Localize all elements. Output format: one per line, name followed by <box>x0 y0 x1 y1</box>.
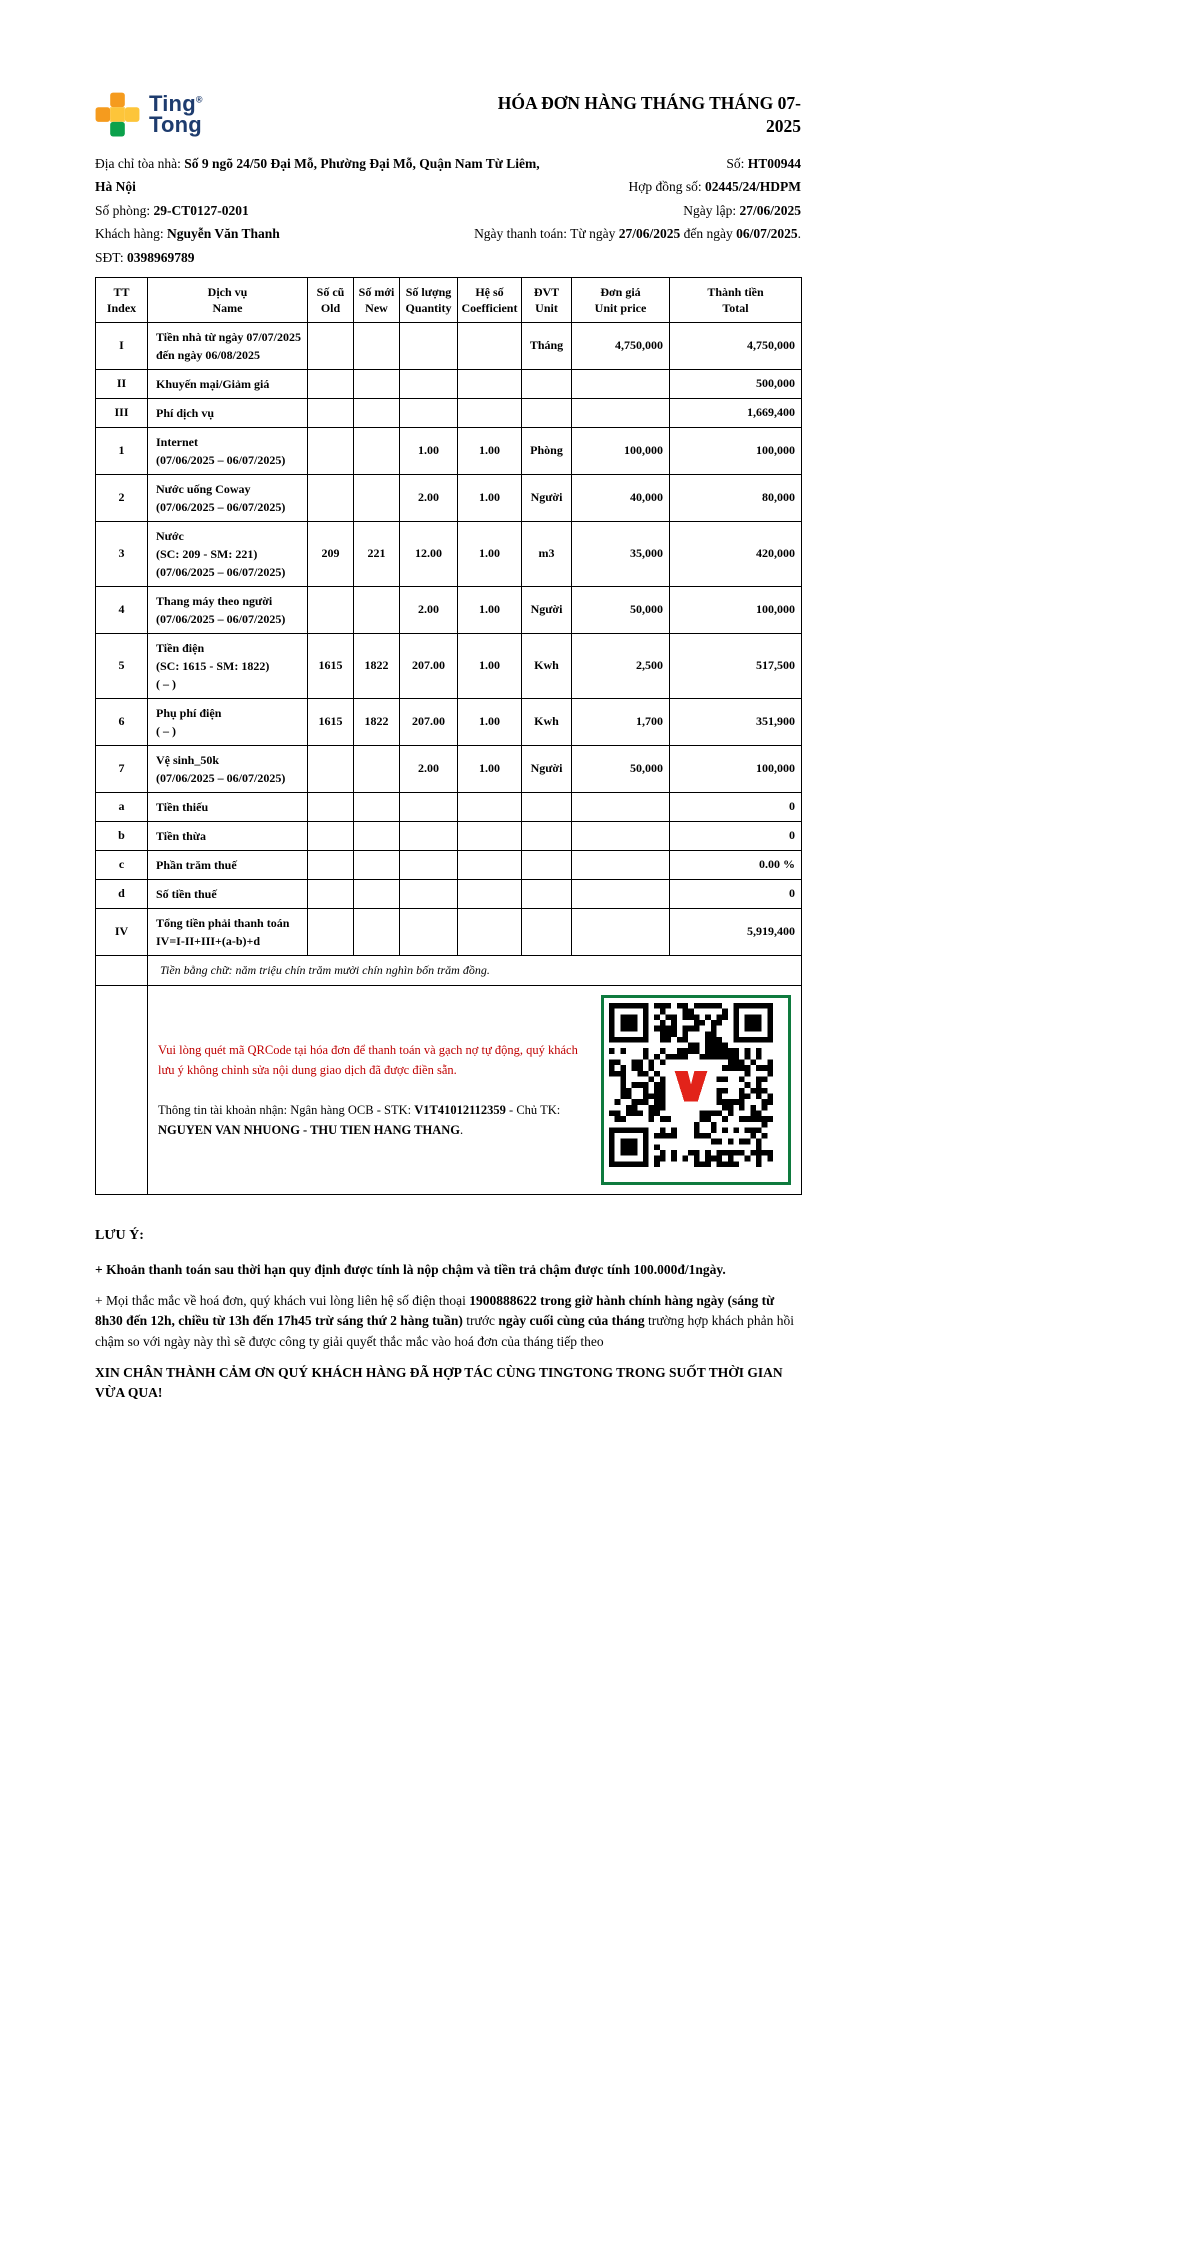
table-cell <box>354 369 400 398</box>
qr-account-text <box>158 1100 590 1140</box>
table-cell <box>308 427 354 474</box>
table-cell: Tháng <box>522 322 572 369</box>
table-cell <box>148 821 308 850</box>
table-cell: 0 <box>670 821 802 850</box>
table-cell <box>400 792 458 821</box>
table-row <box>96 521 802 586</box>
table-cell: 2,500 <box>572 633 670 698</box>
text-segment: Khách hàng: <box>95 226 167 241</box>
table-cell <box>148 745 308 792</box>
table-cell <box>572 398 670 427</box>
table-cell <box>458 398 522 427</box>
table-cell <box>572 369 670 398</box>
service-name-line: (07/06/2025 – 06/07/2025) <box>156 770 286 785</box>
issue-date <box>456 199 801 223</box>
table-cell: 100,000 <box>670 586 802 633</box>
table-cell <box>96 985 148 1194</box>
column-header: TT Index <box>96 277 148 322</box>
table-cell <box>308 586 354 633</box>
table-cell: 4,750,000 <box>670 322 802 369</box>
registered-mark: ® <box>195 94 203 105</box>
table-cell <box>400 398 458 427</box>
brand-logo <box>95 92 203 137</box>
table-cell <box>96 955 148 985</box>
table-cell <box>354 908 400 955</box>
service-name-line: (SC: 1615 - SM: 1822) <box>156 658 270 673</box>
table-cell: 1.00 <box>458 633 522 698</box>
table-cell: 1822 <box>354 698 400 745</box>
table-row <box>96 908 802 955</box>
service-name-line: Tiền thiếu <box>156 799 209 814</box>
table-cell <box>354 792 400 821</box>
table-cell: 1.00 <box>458 586 522 633</box>
table-cell <box>148 369 308 398</box>
text-segment: HT00944 <box>747 155 801 171</box>
table-cell <box>572 908 670 955</box>
table-cell <box>522 879 572 908</box>
table-body <box>96 322 802 955</box>
qr-row <box>96 985 802 1194</box>
table-cell: 351,900 <box>670 698 802 745</box>
text-segment: 27/06/2025 <box>618 226 681 241</box>
column-header: Hệ số Coefficient <box>458 277 522 322</box>
table-cell <box>572 879 670 908</box>
column-header: Thành tiền Total <box>670 277 802 322</box>
text-segment: trường hợp khách phản hồi chậm so với ngày này thì sẽ được công ty giải quyết thắc mắc vào hoá đơn của tháng tiếp theo <box>95 1313 795 1349</box>
table-cell: 50,000 <box>572 745 670 792</box>
table-row <box>96 398 802 427</box>
table-cell: I <box>96 322 148 369</box>
table-cell: a <box>96 792 148 821</box>
table-cell <box>458 369 522 398</box>
table-cell <box>308 322 354 369</box>
table-cell: 209 <box>308 521 354 586</box>
invoice-info <box>95 152 801 268</box>
text-segment: 1900888622 trong giờ hành chính hàng ngày (sáng từ 8h30 đến 12h, chiều từ 13h đến 17h45 trừ sáng thứ 2 hàng tuần) <box>95 1293 775 1329</box>
table-cell: 1.00 <box>458 427 522 474</box>
table-cell: 6 <box>96 698 148 745</box>
table-cell <box>400 322 458 369</box>
thanks-paragraph <box>95 1363 801 1404</box>
text-segment: Số: <box>726 155 748 171</box>
text-segment: đến ngày <box>680 226 737 241</box>
table-cell <box>148 398 308 427</box>
table-cell: 1 <box>96 427 148 474</box>
table-cell: III <box>96 398 148 427</box>
table-cell <box>354 398 400 427</box>
table-cell <box>148 792 308 821</box>
text-segment: Địa chỉ tòa nhà: <box>95 155 185 171</box>
table-cell <box>522 821 572 850</box>
service-name-line: ( – ) <box>156 723 176 738</box>
table-row <box>96 792 802 821</box>
qr-warning-text: Vui lòng quét mã QRCode tại hóa đơn để thanh toán và gạch nợ tự động, quý khách lưu ý không chỉnh sửa nội dung giao dịch đã được điền sẵn. <box>158 1042 578 1077</box>
table-cell <box>308 474 354 521</box>
table-cell <box>148 427 308 474</box>
table-cell <box>354 879 400 908</box>
table-cell: 1,669,400 <box>670 398 802 427</box>
table-cell <box>400 821 458 850</box>
invoice-table <box>95 277 802 1195</box>
table-cell: Người <box>522 474 572 521</box>
table-cell <box>148 879 308 908</box>
table-cell: 100,000 <box>670 427 802 474</box>
table-cell <box>522 850 572 879</box>
table-row <box>96 369 802 398</box>
brand-line2: Tong <box>149 111 202 137</box>
table-cell <box>522 398 572 427</box>
table-cell: Kwh <box>522 633 572 698</box>
table-cell: c <box>96 850 148 879</box>
invoice-title-line1: HÓA ĐƠN HÀNG THÁNG THÁNG 07- <box>497 93 801 113</box>
contract-number <box>456 175 801 199</box>
amount-in-words: Tiền bằng chữ: năm triệu chín trăm mười chín nghìn bốn trăm đồng. <box>148 955 802 985</box>
table-cell <box>308 792 354 821</box>
table-cell: 207.00 <box>400 633 458 698</box>
table-cell: 7 <box>96 745 148 792</box>
table-cell <box>400 908 458 955</box>
table-cell: 50,000 <box>572 586 670 633</box>
service-name-line: Phụ phí điện <box>156 705 222 720</box>
table-cell <box>572 850 670 879</box>
service-name-line: Số tiền thuế <box>156 886 217 901</box>
table-cell: 0.00 % <box>670 850 802 879</box>
invoice-title <box>489 92 801 138</box>
table-cell <box>354 322 400 369</box>
table-cell: d <box>96 879 148 908</box>
table-cell <box>308 398 354 427</box>
table-row <box>96 586 802 633</box>
text-segment: V1T41012112359 <box>414 1102 506 1117</box>
text-segment: 02445/24/HDPM <box>705 179 801 194</box>
table-cell: 35,000 <box>572 521 670 586</box>
brand-name <box>149 90 203 137</box>
table-cell <box>308 369 354 398</box>
text-segment: Nguyễn Văn Thanh <box>166 226 280 241</box>
service-name-line: (07/06/2025 – 06/07/2025) <box>156 564 286 579</box>
table-cell <box>354 427 400 474</box>
table-cell <box>354 850 400 879</box>
service-name-line: Vệ sinh_50k <box>156 752 220 767</box>
service-name-line: Tiền thừa <box>156 828 206 843</box>
table-cell <box>572 792 670 821</box>
table-cell: 2.00 <box>400 474 458 521</box>
text-segment: trước <box>462 1313 499 1329</box>
table-cell <box>458 821 522 850</box>
table-row <box>96 745 802 792</box>
table-cell <box>354 821 400 850</box>
table-row <box>96 698 802 745</box>
text-segment: NGUYEN VAN NHUONG - THU TIEN HANG THANG <box>158 1122 461 1137</box>
text-segment: 06/07/2025 <box>736 226 798 241</box>
qr-section <box>158 994 791 1186</box>
amount-in-words-row <box>96 955 802 985</box>
table-cell <box>354 474 400 521</box>
table-cell <box>308 821 354 850</box>
service-name-line: Phí dịch vụ <box>156 405 215 420</box>
invoice-number <box>456 152 801 176</box>
table-cell: 0 <box>670 879 802 908</box>
invoice-header <box>95 92 801 138</box>
column-header: Số cũ Old <box>308 277 354 322</box>
table-cell: 100,000 <box>572 427 670 474</box>
note-late-payment <box>95 1260 801 1280</box>
table-cell: 1.00 <box>458 474 522 521</box>
table-cell <box>308 745 354 792</box>
service-name-line: đến ngày 06/08/2025 <box>156 347 261 362</box>
table-row <box>96 633 802 698</box>
text-segment: Thông tin tài khoản nhận: Ngân hàng OCB - STK: <box>158 1102 415 1117</box>
table-cell: 1.00 <box>458 698 522 745</box>
table-cell: 221 <box>354 521 400 586</box>
table-cell <box>458 908 522 955</box>
tingtong-logo-icon <box>95 92 140 137</box>
table-cell: 1.00 <box>458 521 522 586</box>
table-cell <box>148 908 308 955</box>
text-segment: . <box>797 226 801 241</box>
service-name-line: Phần trăm thuế <box>156 857 237 872</box>
table-cell <box>308 908 354 955</box>
service-name-line: Nước uống Coway <box>156 481 251 496</box>
service-name-line: ( – ) <box>156 676 176 691</box>
table-cell: m3 <box>522 521 572 586</box>
payment-period <box>456 222 801 246</box>
text-segment: XIN CHÂN THÀNH CẢM ƠN QUÝ KHÁCH HÀNG ĐÃ HỢP TÁC CÙNG TINGTONG TRONG SUỐT THỜI GIAN VỪA QUA! <box>95 1364 783 1401</box>
info-right-column <box>456 152 801 246</box>
table-cell <box>148 633 308 698</box>
service-name-line: Khuyến mại/Giảm giá <box>156 376 270 391</box>
table-cell: 100,000 <box>670 745 802 792</box>
table-header-row <box>96 277 802 322</box>
table-cell: 3 <box>96 521 148 586</box>
table-cell: 12.00 <box>400 521 458 586</box>
table-cell: 80,000 <box>670 474 802 521</box>
table-cell <box>522 908 572 955</box>
service-name-line: Tổng tiền phải thanh toán <box>156 915 290 930</box>
table-cell: 2 <box>96 474 148 521</box>
text-segment: Số phòng: <box>95 202 154 218</box>
table-cell <box>458 792 522 821</box>
table-cell: 207.00 <box>400 698 458 745</box>
text-segment: Hợp đồng số: <box>628 179 705 194</box>
table-cell: Kwh <box>522 698 572 745</box>
table-cell: 4,750,000 <box>572 322 670 369</box>
text-segment: - Chủ TK: <box>505 1102 561 1117</box>
table-cell: 517,500 <box>670 633 802 698</box>
service-name-line: Tiền nhà từ ngày 07/07/2025 <box>156 329 302 344</box>
table-row <box>96 427 802 474</box>
notes-title: LƯU Ý: <box>95 1227 144 1243</box>
service-name-line: Internet <box>156 434 198 449</box>
text-segment: + Khoản thanh toán sau thời hạn quy định được tính là nộp chậm và tiền trả chậm được tính 100.000đ/1ngày. <box>95 1261 726 1277</box>
table-row <box>96 474 802 521</box>
service-name-line: (07/06/2025 – 06/07/2025) <box>156 611 286 626</box>
text-segment: Số 9 ngõ 24/50 Đại Mỗ, Phường Đại Mỗ, Quận Nam Từ Liêm, Hà Nội <box>95 155 540 194</box>
table-cell: 2.00 <box>400 745 458 792</box>
service-name-line: Thang máy theo người <box>156 593 273 608</box>
column-header: Dịch vụ Name <box>148 277 308 322</box>
notes-section <box>95 1225 801 1404</box>
table-row <box>96 879 802 908</box>
customer-phone <box>95 246 543 270</box>
table-cell: 40,000 <box>572 474 670 521</box>
table-cell <box>400 879 458 908</box>
column-header: ĐVT Unit <box>522 277 572 322</box>
column-header: Đơn giá Unit price <box>572 277 670 322</box>
table-cell: 1.00 <box>458 745 522 792</box>
table-cell <box>572 821 670 850</box>
table-cell <box>522 792 572 821</box>
table-cell <box>400 850 458 879</box>
service-name-line: (SC: 209 - SM: 221) <box>156 546 258 561</box>
service-name-line: Tiền điện <box>156 640 205 655</box>
table-cell <box>458 850 522 879</box>
table-cell: 420,000 <box>670 521 802 586</box>
table-cell: 1,700 <box>572 698 670 745</box>
table-cell <box>148 586 308 633</box>
table-cell <box>148 474 308 521</box>
table-cell <box>308 879 354 908</box>
table-cell <box>458 879 522 908</box>
table-cell: 2.00 <box>400 586 458 633</box>
column-header: Số lượng Quantity <box>400 277 458 322</box>
brand-line1: Ting <box>149 90 196 116</box>
invoice-content <box>95 92 801 1414</box>
text-segment: . <box>460 1122 464 1137</box>
table-cell: II <box>96 369 148 398</box>
table-cell: b <box>96 821 148 850</box>
service-name-line: (07/06/2025 – 06/07/2025) <box>156 452 286 467</box>
table-cell: IV <box>96 908 148 955</box>
text-segment: SĐT: <box>95 249 127 265</box>
table-cell <box>354 586 400 633</box>
table-cell: 1615 <box>308 633 354 698</box>
text-segment: Ngày lập: <box>683 202 740 218</box>
table-cell <box>148 521 308 586</box>
table-cell: 1615 <box>308 698 354 745</box>
table-row <box>96 322 802 369</box>
table-row <box>96 850 802 879</box>
table-cell: 1.00 <box>400 427 458 474</box>
table-cell: 1822 <box>354 633 400 698</box>
text-segment: + Mọi thắc mắc về hoá đơn, quý khách vui lòng liên hệ số điện thoại <box>95 1293 470 1309</box>
text-segment: 29-CT0127-0201 <box>153 202 249 218</box>
qr-instructions <box>158 1040 590 1140</box>
table-cell <box>354 745 400 792</box>
table-cell: 5 <box>96 633 148 698</box>
text-segment: 27/06/2025 <box>739 202 801 218</box>
column-header: Số mới New <box>354 277 400 322</box>
invoice-title-line2: 2025 <box>766 115 801 136</box>
table-cell: Người <box>522 745 572 792</box>
table-cell: 5,919,400 <box>670 908 802 955</box>
table-cell <box>308 850 354 879</box>
text-segment: 0398969789 <box>126 249 195 265</box>
table-cell: Phòng <box>522 427 572 474</box>
service-name-line: Nước <box>156 528 184 543</box>
table-cell: 0 <box>670 792 802 821</box>
qr-code <box>601 995 791 1185</box>
service-name-line: (07/06/2025 – 06/07/2025) <box>156 499 286 514</box>
table-cell: 4 <box>96 586 148 633</box>
text-segment: Ngày thanh toán: Từ ngày <box>474 226 619 241</box>
table-cell <box>148 322 308 369</box>
text-segment: ngày cuối cùng của tháng <box>498 1313 645 1329</box>
table-cell <box>148 698 308 745</box>
note-hotline <box>95 1291 801 1352</box>
table-cell <box>458 322 522 369</box>
service-name-line: IV=I-II+III+(a-b)+d <box>156 933 261 948</box>
table-cell <box>148 850 308 879</box>
table-cell: Người <box>522 586 572 633</box>
table-row <box>96 821 802 850</box>
table-cell <box>400 369 458 398</box>
table-cell <box>522 369 572 398</box>
table-cell: 500,000 <box>670 369 802 398</box>
qr-code-pattern <box>609 1003 773 1167</box>
qr-section-cell <box>148 985 802 1194</box>
